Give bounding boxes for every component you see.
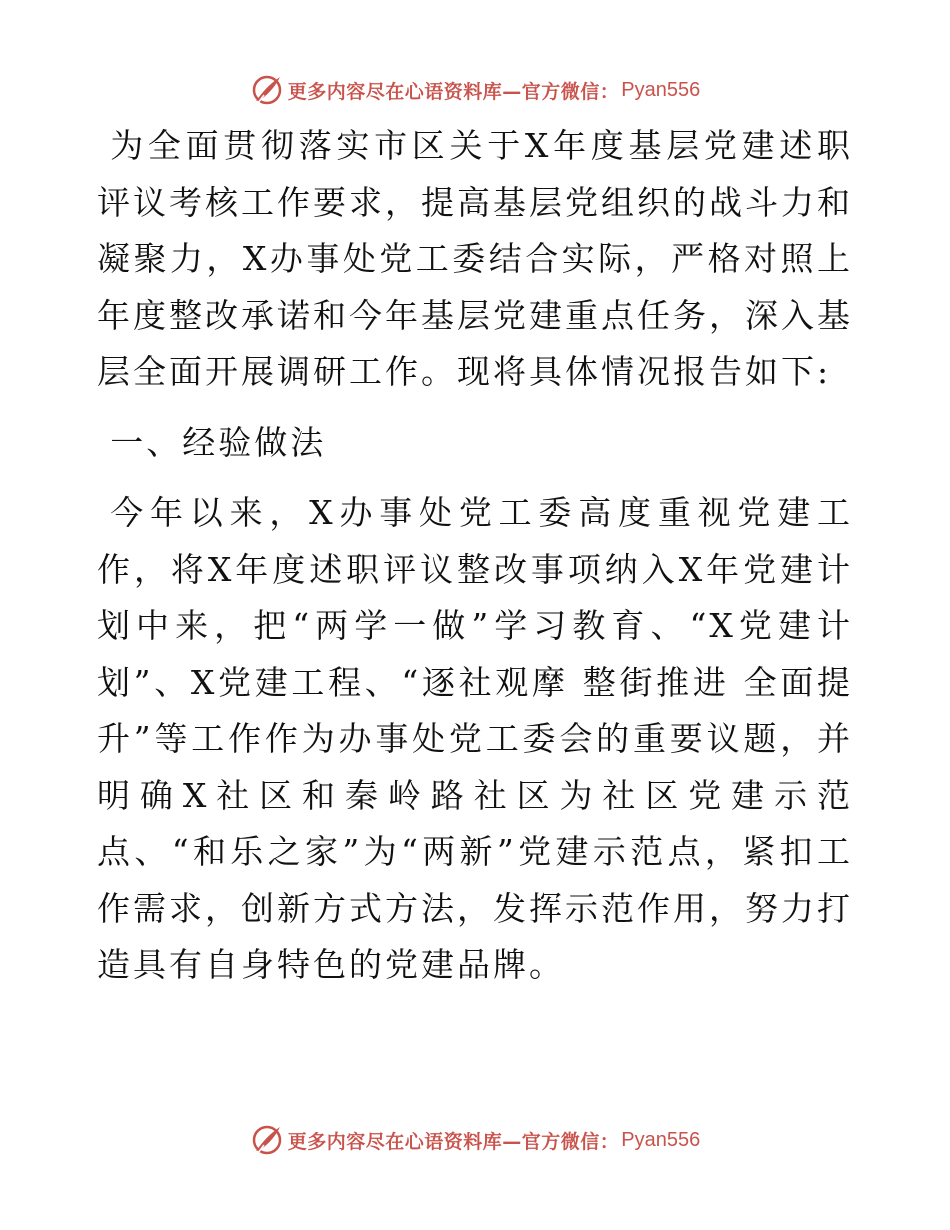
intro-paragraph: 为全面贯彻落实市区关于X年度基层党建述职评议考核工作要求，提高基层党组织的战斗力和凝聚力，X办事处党工委结合实际，严格对照上年度整改承诺和今年基层党建重点任务，深入基层全面开展调研工作。现将具体情况报告如下: xyxy=(97,126,853,391)
header-watermark-banner xyxy=(0,70,950,110)
footer-watermark-text: 更多内容尽在心语资料库—官方微信： xyxy=(287,1130,620,1153)
quill-pen-logo-icon xyxy=(250,73,284,107)
footer-watermark-banner xyxy=(0,1120,950,1160)
section-paragraph: 今年以来，X办事处党工委高度重视党建工作，将X年度述职评议整改事项纳入X年党建计划中来，把“两学一做”学习教育、“X党建计划”、X党建工程、“逐社观摩 整街推进 全面提升”等工作作为办事处党工委会的重要议题，并明确X社区和秦岭路社区为社区党建示范点、“和乐之家”为“两新”党建示范点，紧扣工作需求，创新方式方法，发挥示范作用，努力打造具有自身特色的党建品牌。 xyxy=(97,493,853,984)
header-watermark-handle: Pyan556 xyxy=(621,78,701,101)
header-watermark-text: 更多内容尽在心语资料库—官方微信： xyxy=(287,80,620,103)
document-body xyxy=(97,118,853,994)
section-heading: 一、经验做法 xyxy=(110,422,327,462)
footer-watermark-handle: Pyan556 xyxy=(621,1128,701,1151)
quill-pen-logo-icon xyxy=(250,1123,284,1157)
